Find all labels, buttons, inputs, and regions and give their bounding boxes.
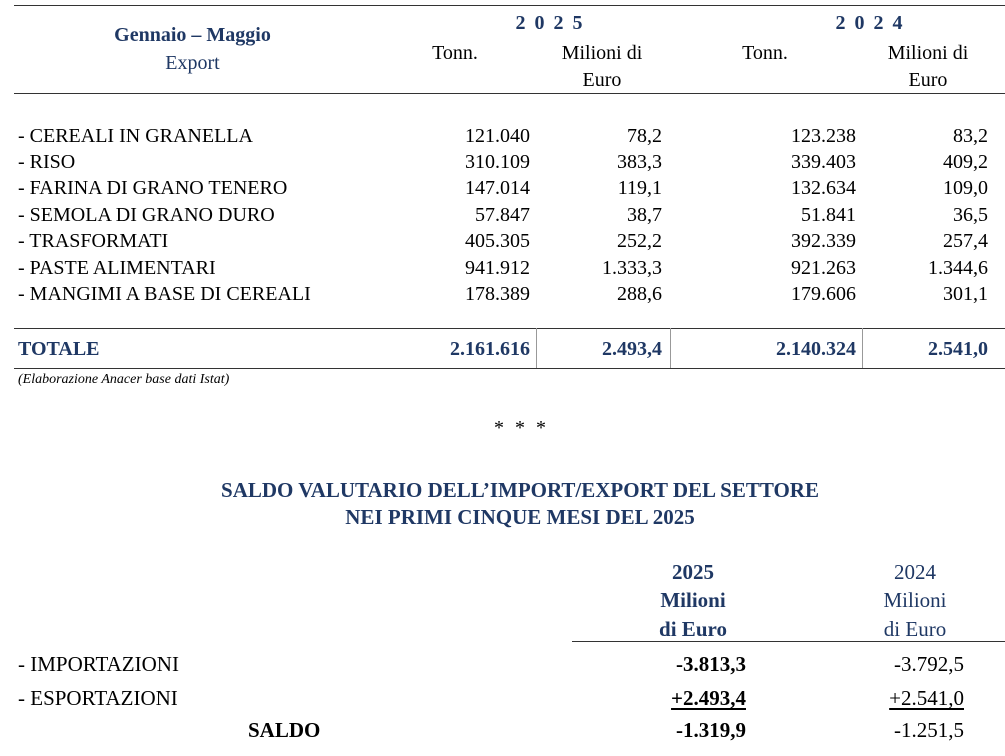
cell-meur-2025: 252,2	[617, 230, 662, 252]
value-2024: -3.792,5	[894, 652, 964, 676]
row-label: - MANGIMI A BASE DI CEREALI	[18, 283, 311, 305]
row-label: - RISO	[18, 151, 76, 173]
value-2025: +2.493,4	[671, 686, 746, 710]
section-separator: * * *	[494, 417, 546, 439]
col-2024-unit1: Milioni	[883, 588, 947, 612]
cell-meur-2024: 409,2	[943, 151, 988, 173]
cell-tonn-2024: 123.238	[791, 125, 856, 147]
cell-tonn-2024: 339.403	[791, 151, 856, 173]
cell-meur-2024: 36,5	[953, 204, 988, 226]
row-label: - ESPORTAZIONI	[18, 686, 178, 710]
row-label: - TRASFORMATI	[18, 230, 169, 252]
column-divider	[536, 328, 537, 368]
row-label: - IMPORTAZIONI	[18, 652, 179, 676]
year-2025-heading: 2 0 2 5	[515, 12, 585, 34]
col-meur-2025-line1: Milioni di	[561, 42, 643, 64]
value-2024: +2.541,0	[889, 686, 964, 710]
row-label: - PASTE ALIMENTARI	[18, 257, 216, 279]
cell-meur-2024: 1.344,6	[928, 257, 988, 279]
balance-title-line1: SALDO VALUTARIO DELL’IMPORT/EXPORT DEL SETTORE	[221, 478, 819, 502]
period-heading: Gennaio – Maggio	[114, 24, 271, 46]
cell-meur-2025: 288,6	[617, 283, 662, 305]
col-2025-unit1: Milioni	[660, 588, 726, 612]
table-bottom-rule	[14, 368, 1005, 369]
cell-tonn-2025: 941.912	[465, 257, 530, 279]
row-label: - CEREALI IN GRANELLA	[18, 125, 253, 147]
total-label: TOTALE	[18, 338, 100, 360]
cell-tonn-2025: 405.305	[465, 230, 530, 252]
cell-meur-2024: 301,1	[943, 283, 988, 305]
cell-meur-2024: 257,4	[943, 230, 988, 252]
export-subheading: Export	[165, 52, 220, 74]
saldo-2025: -1.319,9	[676, 718, 746, 742]
col-meur-2024-line1: Milioni di	[887, 42, 969, 64]
cell-meur-2025: 1.333,3	[602, 257, 662, 279]
col-2024-unit2: di Euro	[883, 617, 947, 641]
cell-meur-2025: 383,3	[617, 151, 662, 173]
column-divider	[862, 328, 863, 368]
balance-title-line2: NEI PRIMI CINQUE MESI DEL 2025	[345, 505, 695, 529]
cell-tonn-2025: 178.389	[465, 283, 530, 305]
cell-tonn-2024: 179.606	[791, 283, 856, 305]
cell-tonn-2025: 57.847	[475, 204, 530, 226]
total-tonn-2024: 2.140.324	[776, 338, 856, 360]
total-meur-2024: 2.541,0	[928, 338, 988, 360]
cell-tonn-2024: 392.339	[791, 230, 856, 252]
cell-meur-2024: 83,2	[953, 125, 988, 147]
row-label: - SEMOLA DI GRANO DURO	[18, 204, 275, 226]
col-2025-unit2: di Euro	[659, 617, 727, 641]
header-bottom-rule	[14, 93, 1005, 94]
col-meur-2025-line2: Euro	[582, 69, 622, 91]
cell-meur-2025: 119,1	[617, 177, 662, 199]
cell-tonn-2024: 132.634	[791, 177, 856, 199]
column-divider	[670, 328, 671, 368]
col-2025-year: 2025	[672, 560, 714, 584]
cell-tonn-2025: 121.040	[465, 125, 530, 147]
cell-tonn-2025: 310.109	[465, 151, 530, 173]
saldo-2024: -1.251,5	[894, 718, 964, 742]
total-top-rule	[14, 328, 1005, 329]
col-tonn-2025: Tonn.	[432, 42, 478, 64]
col-meur-2024-line2: Euro	[908, 69, 948, 91]
source-note: (Elaborazione Anacer base dati Istat)	[18, 372, 230, 387]
value-2025: -3.813,3	[676, 652, 746, 676]
year-2024-heading: 2 0 2 4	[835, 12, 905, 34]
cell-meur-2025: 38,7	[627, 204, 662, 226]
total-tonn-2025: 2.161.616	[450, 338, 530, 360]
row-label: - FARINA DI GRANO TENERO	[18, 177, 288, 199]
col-2024-year: 2024	[894, 560, 936, 584]
saldo-label: SALDO	[248, 718, 321, 742]
cell-tonn-2024: 921.263	[791, 257, 856, 279]
cell-tonn-2024: 51.841	[801, 204, 856, 226]
table-top-rule	[14, 5, 1005, 6]
col-tonn-2024: Tonn.	[742, 42, 788, 64]
cell-meur-2025: 78,2	[627, 125, 662, 147]
cell-meur-2024: 109,0	[943, 177, 988, 199]
cell-tonn-2025: 147.014	[465, 177, 530, 199]
total-meur-2025: 2.493,4	[602, 338, 662, 360]
balance-header-rule	[572, 641, 1005, 642]
